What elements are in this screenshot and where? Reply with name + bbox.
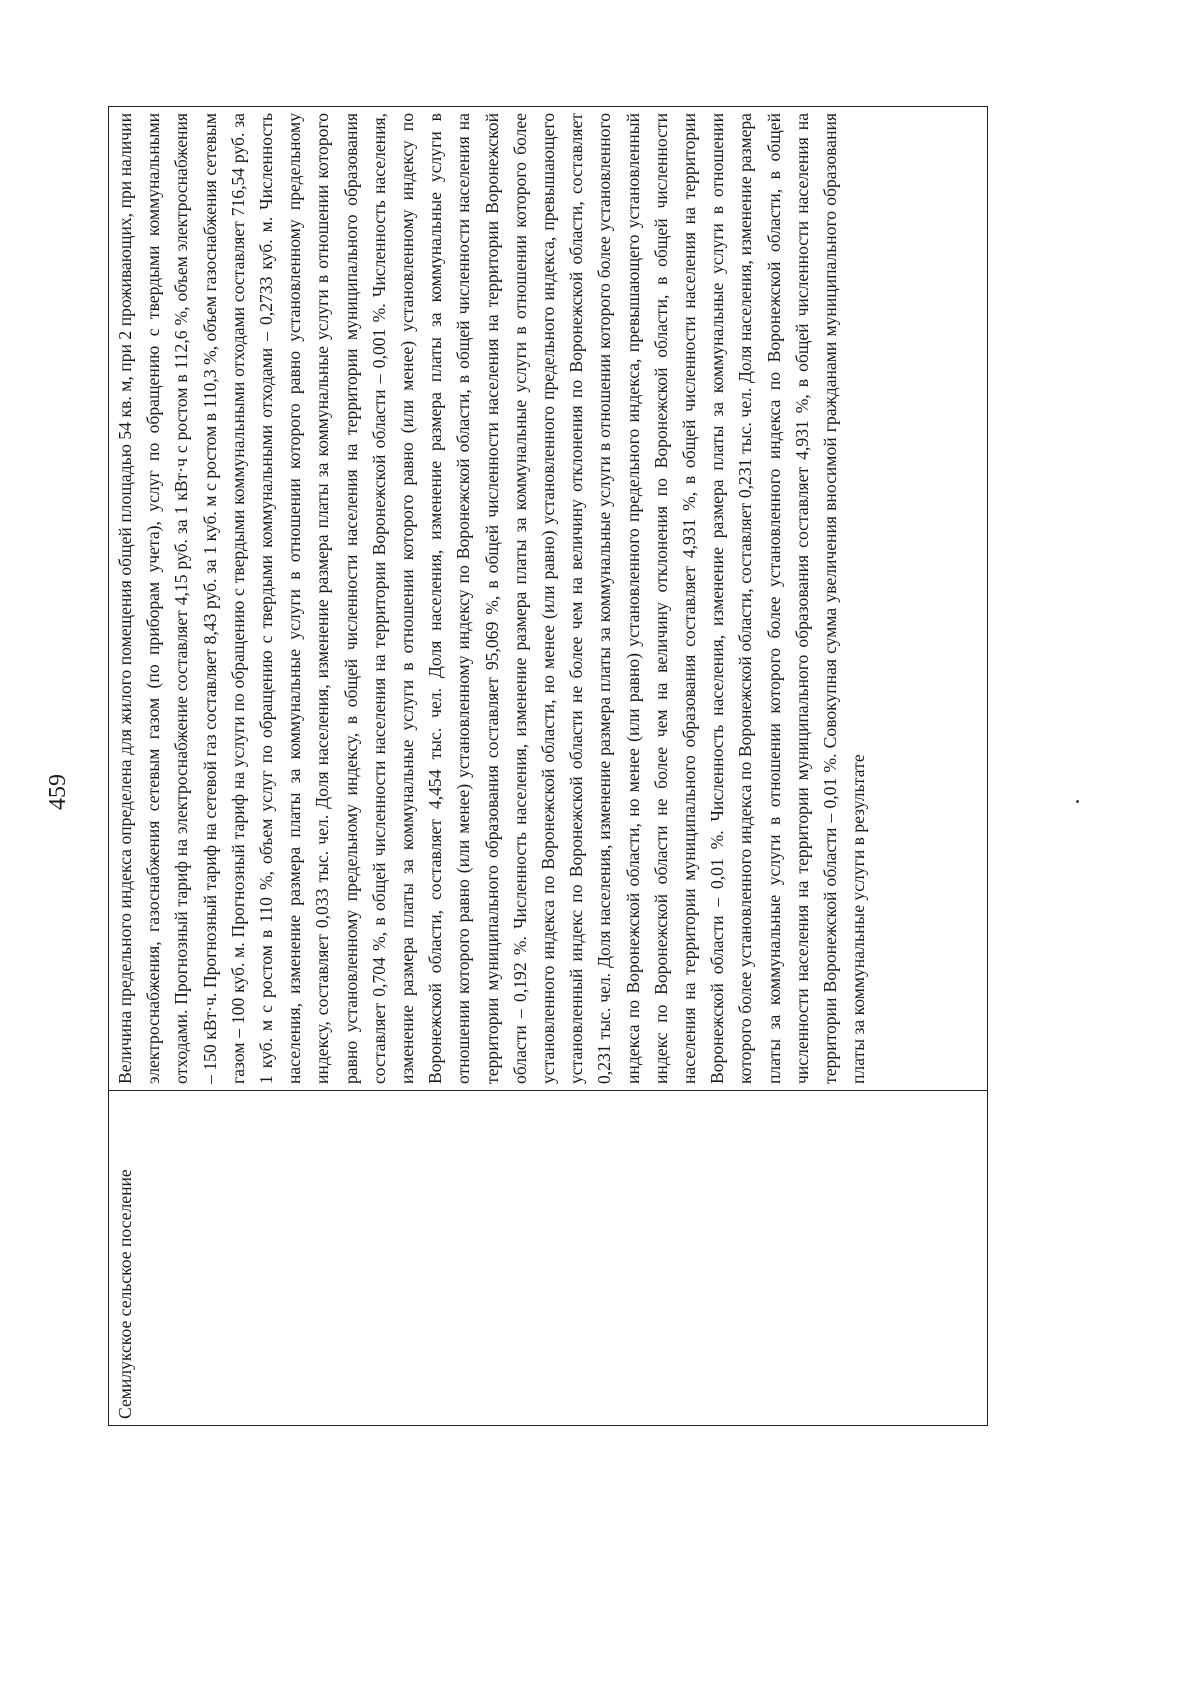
- rotated-table-wrapper: [108, 106, 988, 1426]
- description-cell: Величина предельного индекса определена для жилого помещения общей площадью 54 кв. м, при 2 проживающих, при наличии электроснабжения, газоснабжения сетевым газом (по приборам учета), услуг по обращению с твердыми коммунальными отходами. Прогнозный тариф на электроснабжение составляет 4,15 руб. за 1 кВт·ч с ростом в 112,6 %, объем электроснабжения – 150 кВт·ч. Прогнозный тариф на сетевой газ составляет 8,43 руб. за 1 куб. м с ростом в 110,3 %, объем газоснабжения сетевым газом – 100 куб. м. Прогнозный тариф на услуги по обращению с твердыми коммунальными отходами составляет 716,54 руб. за 1 куб. м с ростом в 110 %, объем услуг по обращению с твердыми коммунальными отходами – 0,2733 куб. м. Численность населения, изменение размера платы за коммунальные услуги в отношении которого равно установленному предельному индексу, составляет 0,033 тыс. чел. Доля населения, изменение размера платы за коммунальные услуги в отношении которого равно установленному предельному индексу, в общей численности населения на территории муниципального образования составляет 0,704 %, в общей численности населения на территории Воронежской области – 0,001 %. Численность населения, изменение размера платы за коммунальные услуги в отношении которого равно (или менее) установленному индексу по Воронежской области, составляет 4,454 тыс. чел. Доля населения, изменение размера платы за коммунальные услуги в отношении которого равно (или менее) установленному индексу по Воронежской области, в общей численности населения на территории муниципального образования составляет 95,069 %, в общей численности населения на территории Воронежской области – 0,192 %. Численность населения, изменение размера платы за коммунальные услуги в отношении которого более установленного индекса по Воронежской области, но менее (или равно) установленного предельного индекса, превышающего установленный индекс по Воронежской области не более чем на величину отклонения по Воронежской области, составляет 0,231 тыс. чел. Доля населения, изменение размера платы за коммунальные услуги в отношении которого более установленного индекса по Воронежской области, но менее (или равно) установленного предельного индекса, превышающего установленный индекс по Воронежской области не более чем на величину отклонения по Воронежской области, в общей численности населения на территории муниципального образования составляет 4,931 %, в общей численности населения на территории Воронежской области – 0,01 %. Численность населения, изменение размера платы за коммунальные услуги в отношении которого более установленного индекса по Воронежской области, составляет 0,231 тыс. чел. Доля населения, изменение размера платы за коммунальные услуги в отношении которого более установленного индекса по Воронежской области, в общей численности населения на территории муниципального образования составляет 4,931 %, в общей численности населения на территории Воронежской области – 0,01 %. Совокупная сумма увеличения вносимой гражданами муниципального образования платы за коммунальные услуги в результате: [109, 107, 988, 1091]
- settlement-table: [108, 106, 988, 1426]
- settlement-name-cell: Семилукское сельское поселение: [109, 1091, 988, 1426]
- table-row: [109, 107, 988, 1426]
- scan-speck: [1076, 800, 1079, 803]
- page-number: 459: [45, 774, 71, 810]
